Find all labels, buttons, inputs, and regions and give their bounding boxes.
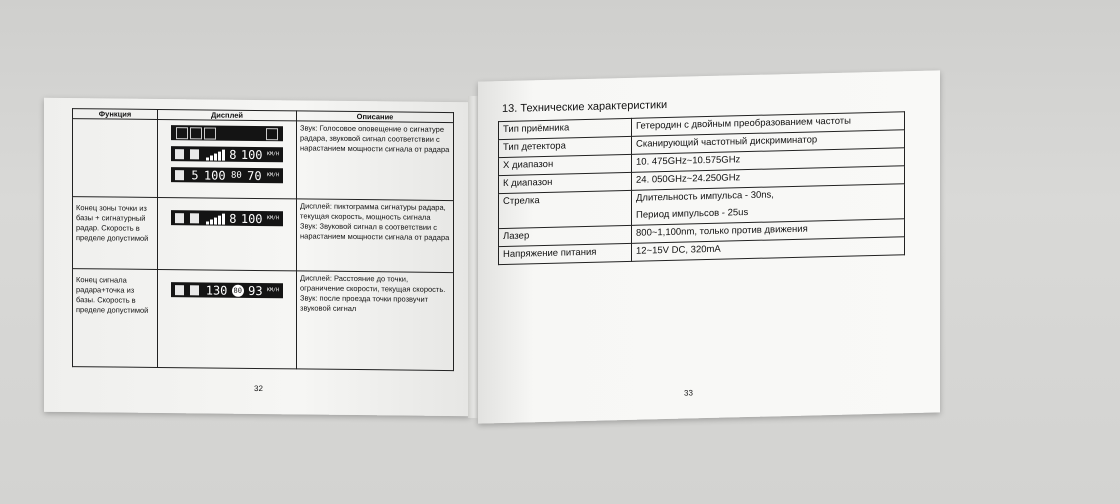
- spec-table: [498, 111, 905, 265]
- signal-level: 8: [229, 211, 237, 226]
- signal-level: 8: [229, 147, 237, 162]
- current-speed: 130: [205, 282, 228, 298]
- spec-value: 800~1,100nm, только против движения: [632, 219, 905, 244]
- lcd-segment-icon: [204, 127, 216, 139]
- function-cell: [73, 119, 158, 198]
- function-cell: Конец зоны точки из базы + сигнатурный радар. Скорость в пределе допустимой: [73, 197, 158, 270]
- actual-speed: 93: [248, 283, 263, 298]
- speed-unit: KM/H: [266, 215, 279, 222]
- lcd-bars-display: [171, 210, 283, 226]
- distance-value: 5: [191, 167, 199, 182]
- function-cell: Конец сигнала радара+точка из базы. Скорость в пределе допустимой: [73, 269, 158, 368]
- section-title: 13. Технические характеристики: [502, 99, 668, 116]
- spec-key: К диапазон: [499, 172, 632, 193]
- lcd-status-display: [171, 125, 283, 141]
- spec-value: Сканирующий частотный дискриминатор: [632, 130, 905, 155]
- function-table: [72, 108, 454, 371]
- spec-value: Длительность импульса - 30ns,: [636, 189, 774, 204]
- page-number: 32: [254, 383, 263, 394]
- lcd-segment-icon: [190, 127, 202, 139]
- spec-key: Тип приёмника: [499, 118, 632, 139]
- table-row: [73, 119, 454, 201]
- signal-bars-icon: [206, 148, 225, 160]
- speed-unit: KM/H: [266, 151, 279, 158]
- table-row: [73, 197, 454, 273]
- speed-limit-sign: 80: [232, 284, 244, 296]
- spec-value: 24. 050GHz~24.250GHz: [632, 166, 905, 191]
- current-speed: 100: [240, 147, 263, 162]
- current-speed: 100: [203, 167, 226, 183]
- spec-value: 10. 475GHz~10.575GHz: [632, 148, 905, 173]
- camera-icon: [175, 170, 184, 180]
- description-cell: Звук: Голосовое оповещение о сигнатуре радара, звуковой сигнал соответствии с нарастанием мощности сигнала от радара: [297, 121, 454, 201]
- spec-key: Тип детектора: [499, 136, 632, 157]
- signal-bars-icon: [206, 212, 225, 224]
- camera-icon: [190, 149, 199, 159]
- display-cell: [158, 119, 297, 198]
- radar-icon: [175, 149, 184, 159]
- table-row: [73, 269, 454, 371]
- spec-key: Напряжение питания: [499, 243, 632, 264]
- limit-speed: 70: [247, 168, 262, 183]
- right-page: [478, 70, 940, 423]
- speed-limit: 80: [230, 170, 242, 181]
- camera-icon: [190, 213, 199, 223]
- header-function: Функция: [73, 109, 158, 120]
- spec-value: Гетеродин с двойным преобразованием частоты: [632, 112, 905, 137]
- header-description: Описание: [297, 111, 454, 123]
- spec-value: Период импульсов - 25us: [636, 207, 749, 221]
- speed-unit: KM/H: [266, 287, 279, 294]
- spec-key: Стрелка: [499, 190, 632, 228]
- spec-value: 12~15V DC, 320mA: [632, 237, 905, 262]
- display-cell: [158, 197, 297, 270]
- lcd-segment-icon: [266, 128, 278, 140]
- road-icon: [175, 285, 184, 295]
- left-page: [44, 98, 470, 416]
- header-display: Дисплей: [158, 109, 297, 120]
- lcd-bars-display: [171, 146, 283, 162]
- spec-key: X диапазон: [499, 154, 632, 175]
- current-speed: 100: [240, 211, 263, 226]
- spec-key: Лазер: [499, 225, 632, 246]
- lcd-distance-display: [171, 167, 283, 183]
- lcd-segment-icon: [176, 127, 188, 139]
- lcd-limit-display: [171, 282, 283, 298]
- display-cell: [158, 269, 297, 368]
- speed-unit: KM/H: [266, 172, 279, 179]
- description-cell: Дисплей: пиктограмма сигнатуры радара, текущая скорость, мощность сигнала Звук: Звуковой сигнал в соответствии с нарастанием мощности сигнала от радара: [297, 199, 454, 273]
- description-cell: Дисплей: Расстояние до точки, ограничение скорости, текущая скорость. Звук: после проезда точки прозвучит звуковой сигнал: [297, 271, 454, 371]
- radar-icon: [175, 213, 184, 223]
- page-number: 33: [684, 388, 693, 398]
- camera-icon: [190, 285, 199, 295]
